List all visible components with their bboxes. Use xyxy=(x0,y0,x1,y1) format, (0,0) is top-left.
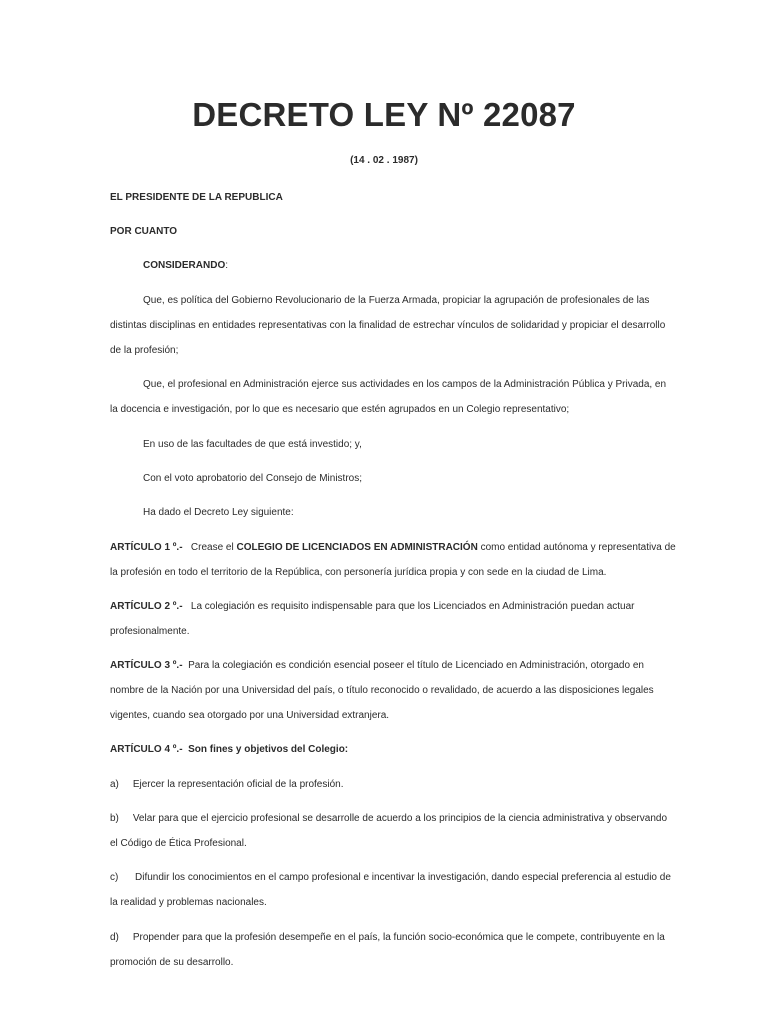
paragraph-line: la profesión en todo el territorio de la República, con personería jurídica propia y con sede en la ciudad de Lima. xyxy=(110,567,607,578)
paragraph-line: Con el voto aprobatorio del Consejo de Ministros; xyxy=(143,473,363,484)
article-text: Para la colegiación es condición esencial poseer el título de Licenciado en Administración, otorgado en xyxy=(188,660,644,671)
president-heading: EL PRESIDENTE DE LA REPUBLICA xyxy=(110,192,283,203)
list-item-text: Propender para que la profesión desempeñe en el país, la función socio-económica que le compete, contribuyente en la xyxy=(132,932,665,943)
list-item-letter: b) xyxy=(110,813,119,824)
article-text: Son fines y objetivos del Colegio: xyxy=(188,744,349,755)
paragraph-line: En uso de las facultades de que está investido; y, xyxy=(143,439,362,450)
article-1 xyxy=(110,541,676,554)
document-title: DECRETO LEY Nº 22087 xyxy=(192,96,576,133)
article-text: La colegiación es requisito indispensable para que los Licenciados en Administración puedan actuar xyxy=(190,601,635,612)
paragraph-line: promoción de su desarrollo. xyxy=(110,957,234,968)
list-item-text: Velar para que el ejercicio profesional se desarrolle de acuerdo a los principios de la ciencia administrativa y observando xyxy=(132,813,668,824)
paragraph-line: profesionalmente. xyxy=(110,626,190,637)
considerando-label: CONSIDERANDO xyxy=(143,260,226,271)
list-item xyxy=(110,871,671,884)
paragraph-line: vigentes, cuando sea otorgado por una Universidad extranjera. xyxy=(110,710,390,721)
considerando-colon: : xyxy=(225,260,229,271)
paragraph-line: Que, es política del Gobierno Revolucionario de la Fuerza Armada, propiciar la agrupación de profesionales de las xyxy=(143,295,650,306)
list-item xyxy=(110,931,665,944)
list-item-letter: a) xyxy=(110,779,119,790)
article-label: ARTÍCULO 1 º.- xyxy=(110,542,183,553)
paragraph-line: Que, el profesional en Administración ejerce sus actividades en los campos de la Administración Pública y Privada, en xyxy=(143,379,667,390)
article-label: ARTÍCULO 3 º.- xyxy=(110,660,183,671)
article-text: como entidad autónoma y representativa de xyxy=(480,542,676,553)
paragraph-line: de la profesión; xyxy=(110,345,179,356)
document-date: (14 . 02 . 1987) xyxy=(350,155,418,166)
article-2 xyxy=(110,600,660,613)
considerando-heading xyxy=(143,259,660,272)
list-item-letter: d) xyxy=(110,932,119,943)
article-label: ARTÍCULO 4 º.- xyxy=(110,744,183,755)
article-3 xyxy=(110,659,660,672)
list-item-letter: c) xyxy=(110,872,119,883)
por-cuanto-heading: POR CUANTO xyxy=(110,226,178,237)
list-item-text: Difundir los conocimientos en el campo profesional e incentivar la investigación, dando especial preferencia al estudio de xyxy=(135,872,671,883)
list-item-text: Ejercer la representación oficial de la profesión. xyxy=(132,779,344,790)
list-item xyxy=(110,778,660,791)
paragraph-line: nombre de la Nación por una Universidad del país, o título reconocido o revalidado, de acuerdo a las disposiciones legales xyxy=(110,685,654,696)
article-text: Crease el xyxy=(190,542,234,553)
article-label: ARTÍCULO 2 º.- xyxy=(110,601,183,612)
paragraph-line: la realidad y problemas nacionales. xyxy=(110,897,267,908)
paragraph-line: la docencia e investigación, por lo que es necesario que estén agrupados en un Colegio representativo; xyxy=(110,404,570,415)
list-item xyxy=(110,812,668,825)
paragraph-line: Ha dado el Decreto Ley siguiente: xyxy=(143,507,294,518)
college-name: COLEGIO DE LICENCIADOS EN ADMINISTRACIÓN xyxy=(236,542,478,553)
paragraph-line: el Código de Ética Profesional. xyxy=(110,838,247,849)
paragraph-line: distintas disciplinas en entidades representativas con la finalidad de estrechar vínculos de solidaridad y propiciar el desarrollo xyxy=(110,320,666,331)
article-4 xyxy=(110,743,660,756)
